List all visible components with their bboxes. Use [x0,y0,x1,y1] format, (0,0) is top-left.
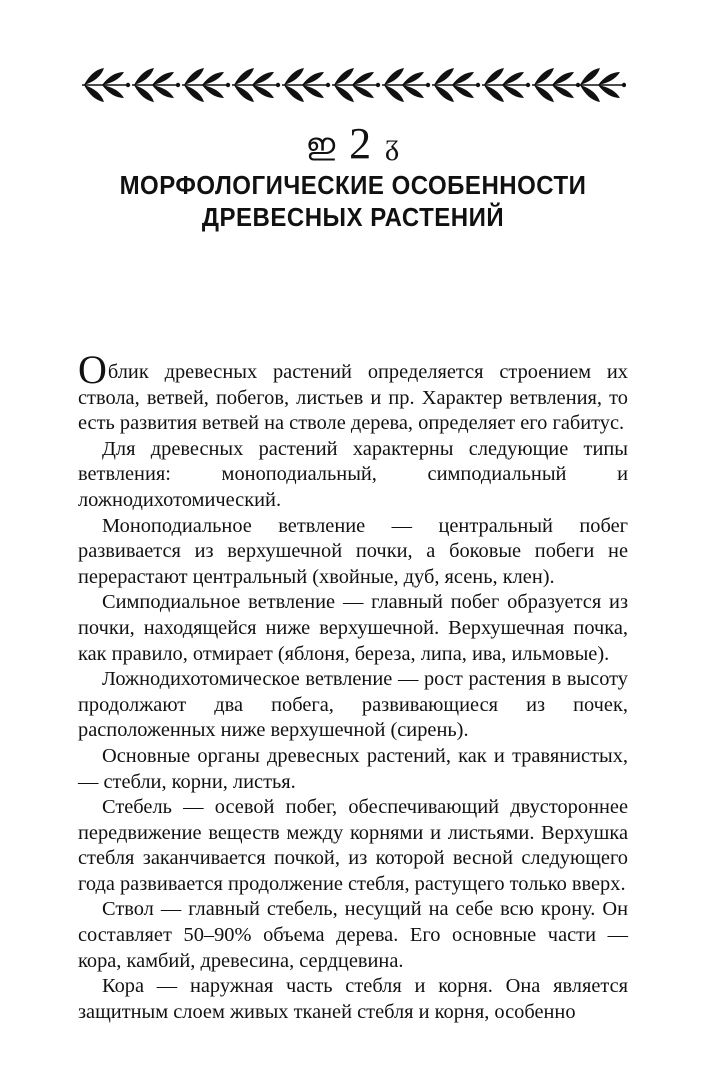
paragraph-4: Симподиальное ветвление — главный побег образуется из почки, находящейся ниже верхушечной. Верхушечная почка, как правило, отмирает (яблоня, береза, липа, ива, ильмовые). [78,591,628,665]
decorative-leaf-border [80,60,626,110]
paragraph-3: Моноподиальное ветвление — центральный побег развивается из верхушечной почки, а боковые побеги не перерастают центральный (хвойные, дуб, ясень, клен). [78,514,628,588]
chapter-number: 2 [349,119,372,168]
right-flourish-icon: ᵹ [385,128,400,161]
chapter-title-line-1: МОРФОЛОГИЧЕСКИЕ ОСОБЕННОСТИ [119,171,587,201]
paragraph-5: Ложнодихотомическое ветвление — рост растения в высоту продолжают два побега, развивающиеся из почек, расположенных ниже верхушечной (сирень). [78,668,628,742]
paragraph-9: Кора — наружная часть стебля и корня. Она является защитным слоем живых тканей стебля и корня, особенно [78,975,628,1023]
chapter-title-line-2: ДРЕВЕСНЫХ РАСТЕНИЙ [201,203,505,233]
chapter-title [80,170,626,235]
drop-cap: О [78,347,107,392]
chapter-number-heading [0,118,705,171]
paragraph-8: Ствол — главный стебель, несущий на себе всю крону. Он составляет 50–90% объема дерева. Его основные части — кора, камбий, древесина, сердцевина. [78,898,628,972]
paragraph-1: Облик древесных растений определяется строением их ствола, ветвей, побегов, листьев и пр. Характер ветвления, то есть развития ветвей на стволе дерева, определяет его габитус. [78,347,628,435]
left-flourish-icon: ഇ [305,128,336,161]
body-text [78,347,628,1025]
paragraph-2: Для древесных растений характерны следующие типы ветвления: моноподиальный, симподиальный и ложнодихотомический. [78,437,628,511]
paragraph-7: Стебель — осевой побег, обеспечивающий двустороннее передвижение веществ между корнями и листьями. Верхушка стебля заканчивается почкой, из которой весной следующего года развивается продолжение стебля, растущего только вверх. [78,796,628,895]
paragraph-6: Основные органы древесных растений, как и травянистых, — стебли, корни, листья. [78,744,628,793]
